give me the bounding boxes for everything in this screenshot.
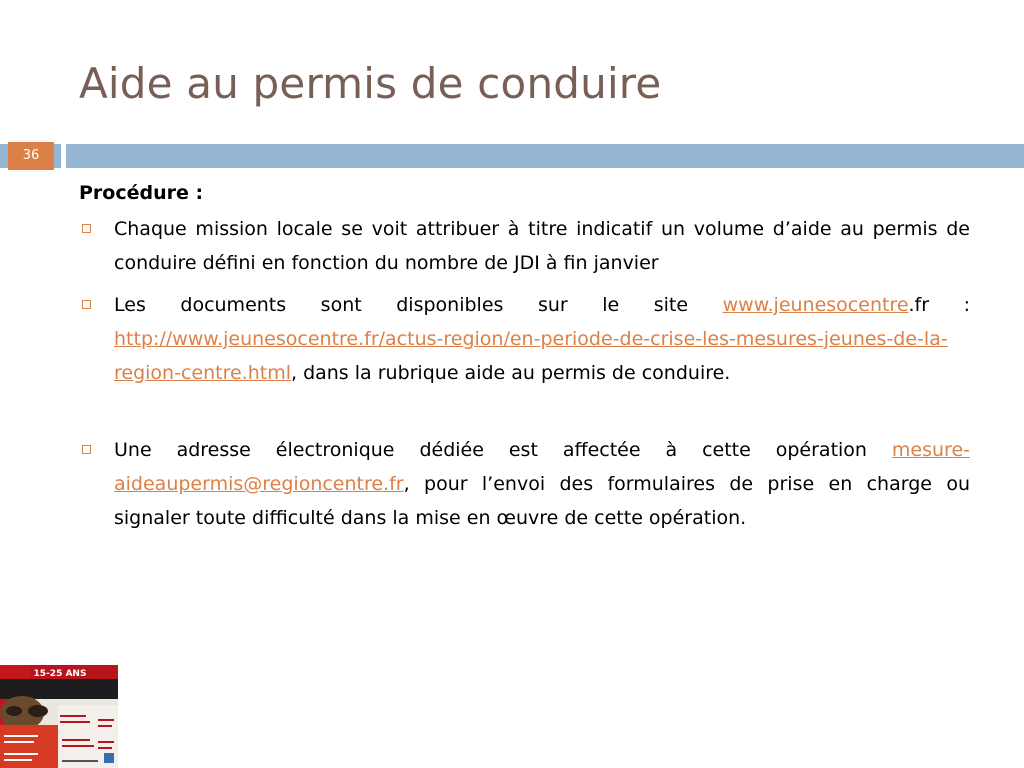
bullet-text-before: Les documents sont disponibles sur le site [114, 294, 723, 316]
square-bullet-icon [82, 300, 91, 309]
section-heading: Procédure : [79, 182, 204, 204]
bullet-text-after: , pour l’envoi des formulaires de prise en charge ou signaler toute difficulté dans la mise en œuvre de cette opération. [114, 473, 970, 529]
poster-artwork [0, 665, 118, 768]
square-bullet-icon [82, 445, 91, 454]
article-url-link[interactable]: http://www.jeunesocentre.fr/actus-region/en-periode-de-crise-les-mesures-jeunes-de-la-region-centre.html [114, 328, 948, 384]
header-band [66, 144, 1024, 168]
slide-title: Aide au permis de conduire [79, 59, 662, 108]
bullet-text-middle: .fr : [908, 294, 970, 316]
poster-headline: 15-25 ANS [33, 669, 87, 679]
bullet-item-documents [79, 288, 970, 390]
email-link[interactable]: mesure-aideaupermis@regioncentre.fr [114, 439, 970, 495]
campaign-poster-image [0, 665, 118, 768]
slide-content [79, 176, 970, 535]
bullet-item-email [79, 433, 970, 535]
site-link[interactable]: www.jeunesocentre [722, 294, 909, 316]
bullet-text: Chaque mission locale se voit attribuer à titre indicatif un volume d’aide au permis de conduire défini en fonction du nombre de JDI à fin janvier [114, 218, 970, 274]
slide-number: 36 [8, 142, 54, 170]
bullet-item-allocation [79, 212, 970, 280]
bullet-text-after: , dans la rubrique aide au permis de conduire. [290, 362, 731, 384]
square-bullet-icon [82, 224, 91, 233]
bullet-text-before: Une adresse électronique dédiée est affectée à cette opération [114, 439, 892, 461]
